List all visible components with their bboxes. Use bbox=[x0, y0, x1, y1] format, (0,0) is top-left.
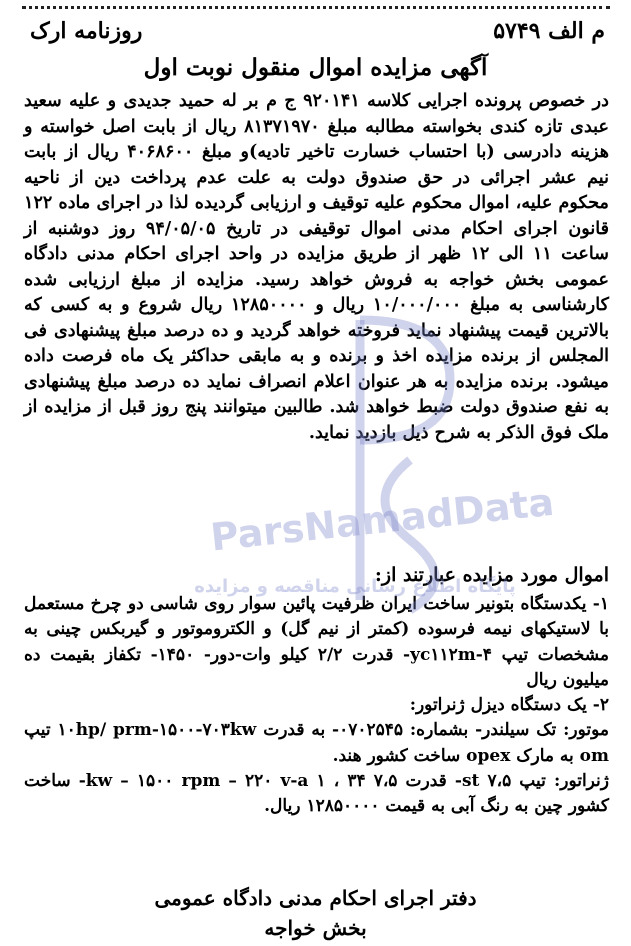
body-paragraph: در خصوص پرونده اجرایی کلاسه ۹۲۰۱۴۱ ج م بر له حمید جدیدی و علیه سعید عبدی تازه کندی بخواسته مطالبه مبلغ ۸۱۳۷۱۹۷۰ ریال از بابت اصل خواسته و هزینه دادرسی (با احتساب خسارت تاخیر تادیه)و مبلغ ۴۰۶۸۶۰۰ ریال از بابت نیم عشر اجرائی در حق صندوق دولت به علت عدم پرداخت دین از ناحیه محکوم علیه، اموال محکوم علیه توقیف و ارزیابی گردیده لذا در اجرای ماده ۱۲۲ قانون اجرای احکام مدنی اموال توقیفی در تاریخ ۹۴/۰۵/۰۵ روز دوشنبه از ساعت ۱۱ الی ۱۲ ظهر از طریق مزایده در واحد اجرای احکام مدنی دادگاه عمومی بخش خواجه به فروش خواهد رسید. مزایده از مبلغ ارزیابی شده کارشناسی به مبلغ ۱۰/۰۰۰/۰۰۰ ریال و ۱۲۸۵۰۰۰۰ ریال شروع و به کسی که بالاترین قیمت پیشنهاد نماید فروخته خواهد گردید و ده درصد مبلغ پیشنهادی فی المجلس از برنده مزایده اخذ و برنده و به مابقی حداکثر یک ماه فرصت داده میشود. برنده مزایده به هر عنوان اعلام انصراف نماید ده درصد مبلغ پیشنهادی به نفع صندوق دولت ضبط خواهد شد. طالبین میتوانند پنج روز قبل از مزایده از ملک فوق الذکر به شرح ذیل بازدید نماید. bbox=[24, 90, 609, 443]
notice-header bbox=[30, 18, 605, 52]
items-heading: اموال مورد مزایده عبارتند از: bbox=[374, 564, 609, 586]
list-item: ژنراتور: تیپ st ۷،۵- قدرت ۷،۵ kw – ۱۵۰۰ rpm – ۲۲۰ v-a ۱ ، ۳۴- ساخت کشور چین به رنگ آبی به قیمت ۱۲۸۵۰۰۰۰ ریال. bbox=[24, 771, 609, 817]
list-item: ۲- یک دستگاه دیزل ژنراتور: bbox=[409, 695, 609, 716]
issuing-office: دفتر اجرای احکام مدنی دادگاه عمومی bbox=[154, 886, 477, 910]
issue-number: م الف ۵۷۴۹ bbox=[493, 18, 605, 44]
issuing-district: بخش خواجه bbox=[264, 916, 367, 940]
list-item: ۱- یکدستگاه بتونیر ساخت ایران ظرفیت پائین سوار روی شاسی دو چرخ مستعمل با لاستیکهای نیمه فرسوده (کمتر از نیم گل) و الکتروموتور و گیربکس چینی به مشخصات تیپ yc۱۱۲m-۴- قدرت ۲/۲ کیلو وات-دور- ۱۴۵۰- تکفاز بقیمت ده میلیون ریال bbox=[24, 594, 609, 690]
notice-title: آگهی مزایده اموال منقول نوبت اول bbox=[143, 54, 488, 81]
list-item: موتور: تک سیلندر- بشماره: ۰۷۰۲۵۴۵- به قدرت ۱۰hp/ prm-۱۵۰۰-۷۰۳kw تیپ om به مارک opex ساخت کشور هند. bbox=[24, 720, 609, 766]
newspaper-name: روزنامه ارک bbox=[30, 18, 143, 44]
auction-items-list bbox=[24, 592, 609, 820]
dotted-top-border bbox=[22, 6, 610, 9]
watermark-brand: ParsNamadData bbox=[208, 479, 556, 560]
watermark-tagline: پایگاه اطلاع رسانی مناقصه و مزایده bbox=[194, 576, 516, 597]
notice-body bbox=[24, 88, 609, 445]
